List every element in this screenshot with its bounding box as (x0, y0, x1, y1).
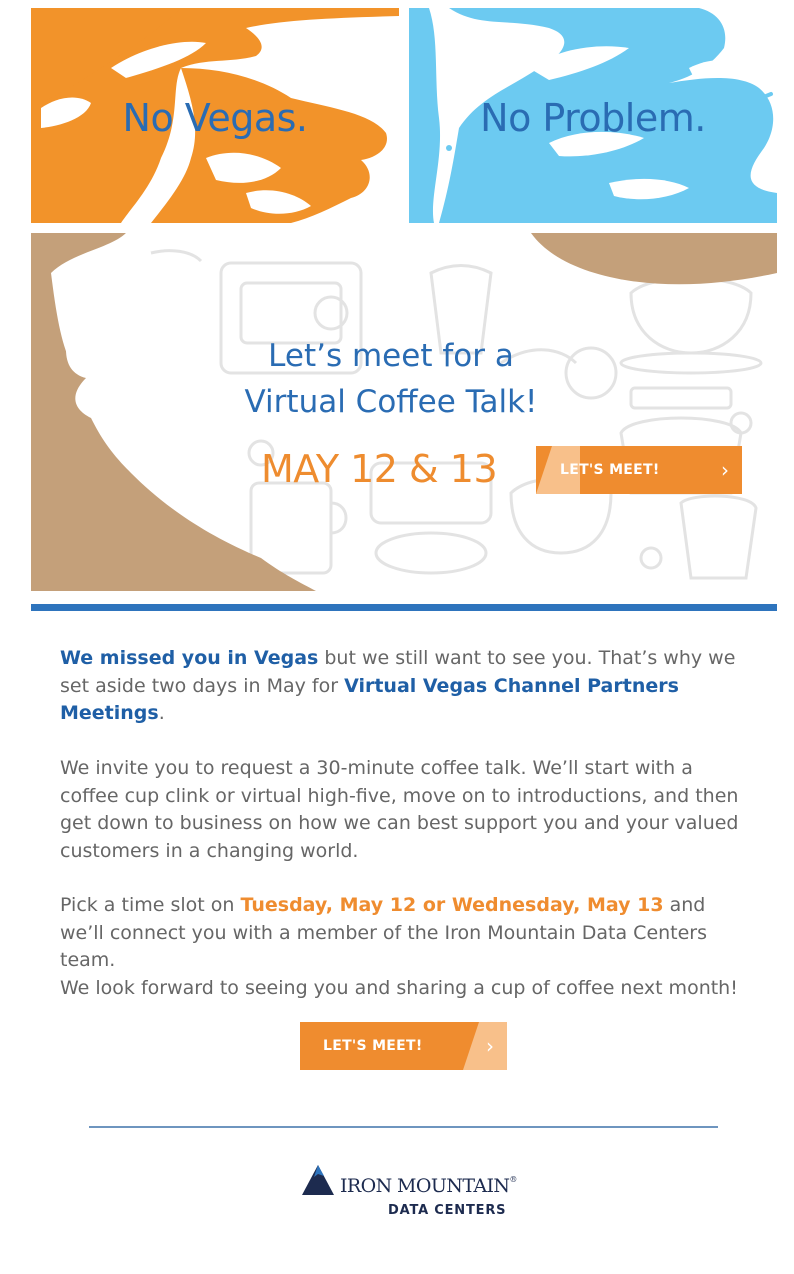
hero-headline-line1: Let’s meet for a (268, 338, 514, 374)
timeslot-end: and we’ll connect you with a member of the Iron Mountain Data Centers team. (60, 894, 708, 971)
hero-headline-line2: Virtual Coffee Talk! (244, 384, 538, 420)
invite-paragraph: We invite you to request a 30-minute coffee talk. We’ll start with a coffee cup clink or virtual high-five, move on to introductions, and then get down to business on how we can best support you and your valued customers in a changing world. (60, 757, 739, 862)
iron-mountain-logo[interactable] (302, 1163, 517, 1223)
hero-button-label: LET'S MEET! (560, 462, 660, 478)
intro-mid: but we still want to see you. That’s why we set aside two days in May for (60, 647, 736, 697)
hero-section (31, 233, 777, 591)
mountain-triangle-icon (302, 1165, 334, 1195)
banner-no-vegas (31, 8, 399, 223)
chevron-right-icon: › (486, 1034, 494, 1058)
footer-rule (89, 1126, 718, 1128)
timeslot-dates: Tuesday, May 12 or Wednesday, May 13 (240, 894, 664, 916)
intro-highlight: Virtual Vegas Channel Partners Meetings (60, 674, 679, 724)
blue-divider (31, 604, 777, 611)
logo-registered: ® (509, 1175, 517, 1184)
chevron-right-icon: › (721, 458, 729, 482)
intro-lead: We missed you in Vegas (60, 647, 319, 669)
body-lets-meet-button[interactable] (300, 1022, 507, 1070)
hero-headline (191, 333, 591, 425)
closing-paragraph: We look forward to seeing you and sharing a cup of coffee next month! (60, 977, 738, 999)
banner-right-text: No Problem. (480, 96, 706, 140)
intro-end: . (158, 702, 165, 724)
body-button-label: LET'S MEET! (323, 1038, 423, 1054)
hero-lets-meet-button[interactable] (536, 446, 742, 494)
intro-paragraph (60, 645, 750, 728)
hero-date: MAY 12 & 13 (261, 447, 498, 491)
banner-left-text: No Vegas. (122, 96, 308, 140)
banner-no-problem (409, 8, 777, 223)
timeslot-start: Pick a time slot on (60, 894, 241, 916)
logo-name: IRON MOUNTAIN (340, 1175, 510, 1197)
button-tab-graphic (463, 1022, 507, 1070)
timeslot-paragraph (60, 892, 750, 975)
logo-wordmark (340, 1175, 517, 1197)
logo-subtitle: DATA CENTERS (388, 1203, 507, 1218)
